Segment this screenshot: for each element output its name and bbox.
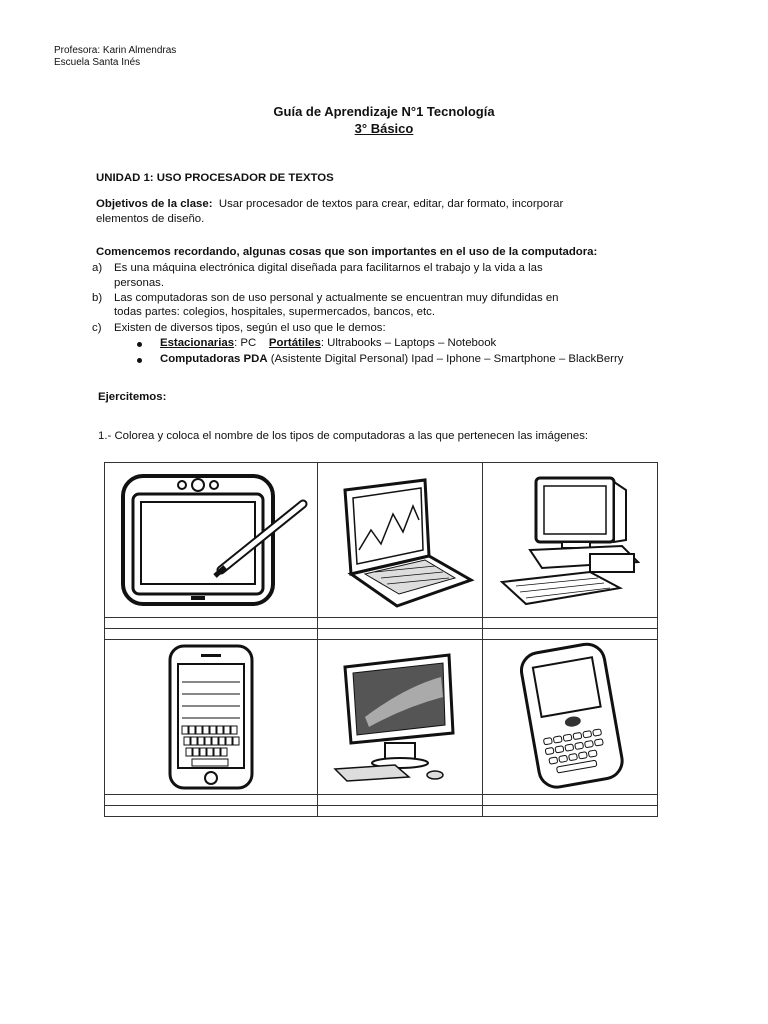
list-item-a-line2: personas. (114, 277, 165, 289)
intro-text: Comencemos recordando, algunas cosas que son importantes en el uso de la computadora: (96, 246, 598, 258)
objectives-line1 (96, 197, 563, 212)
exercise-instruction: 1.- Colorea y coloca el nombre de los tipos de computadoras a las que pertenecen las imágenes: (98, 430, 589, 442)
all-in-one-pc-icon (325, 647, 475, 787)
image-cell (483, 640, 658, 795)
list-item (92, 321, 102, 336)
list-mark: c) (92, 322, 102, 334)
objectives-label: Objetivos de la clase: (96, 198, 213, 210)
objectives-text: Usar procesador de textos para crear, editar, dar formato, incorporar (218, 198, 564, 210)
pda-value: (Asistente Digital Personal) Ipad – Iphone – Smartphone – BlackBerry (270, 353, 624, 365)
page-title: Guía de Aprendizaje N°1 Tecnología (273, 104, 495, 119)
blackberry-phone-icon (500, 642, 640, 792)
desktop-pc-icon (490, 470, 650, 610)
list-item-b-line1: Las computadoras son de uso personal y actualmente se encuentran muy difundidas en (114, 292, 559, 304)
pda-label: Computadoras PDA (160, 353, 268, 365)
name-cell[interactable] (483, 795, 658, 806)
name-cell[interactable] (318, 629, 483, 640)
image-cell (105, 463, 318, 618)
grade-title (0, 121, 768, 136)
stationary-value: : PC (234, 337, 257, 349)
school-name: Escuela Santa Inés (54, 57, 141, 68)
name-cell[interactable] (318, 618, 483, 629)
laptop-icon (325, 470, 475, 610)
list-item-c-line1: Existen de diversos tipos, según el uso que le demos: (114, 322, 386, 334)
name-cell[interactable] (105, 618, 318, 629)
image-cell (318, 640, 483, 795)
name-cell[interactable] (105, 629, 318, 640)
list-item (92, 261, 102, 276)
name-cell[interactable] (483, 806, 658, 817)
list-item-a-line1: Es una máquina electrónica digital diseñada para facilitarnos el trabajo y la vida a las (114, 262, 543, 274)
name-cell[interactable] (318, 806, 483, 817)
tablet-with-stylus-icon (111, 470, 311, 610)
name-cell[interactable] (318, 795, 483, 806)
unit-heading: UNIDAD 1: USO PROCESADOR DE TEXTOS (96, 172, 334, 184)
name-cell[interactable] (105, 795, 318, 806)
exercise-label: Ejercitemos: (98, 391, 167, 403)
types-pda (160, 352, 623, 367)
list-item-b-line2: todas partes: colegios, hospitales, supermercados, bancos, etc. (114, 306, 436, 318)
bullet-icon (137, 342, 142, 347)
name-cell[interactable] (105, 806, 318, 817)
bullet-icon (137, 358, 142, 363)
stationary-label: Estacionarias (160, 337, 235, 349)
objectives-line2: elementos de diseño. (96, 213, 205, 225)
grade-text: 3° Básico (354, 121, 414, 136)
image-cell (105, 640, 318, 795)
name-cell[interactable] (483, 629, 658, 640)
image-cell (318, 463, 483, 618)
list-mark: b) (92, 292, 103, 304)
types-stationary-portable (160, 336, 496, 351)
list-item (92, 291, 102, 306)
smartphone-icon (156, 642, 266, 792)
teacher-name: Profesora: Karin Almendras (54, 45, 177, 56)
list-mark: a) (92, 262, 103, 274)
name-cell[interactable] (483, 618, 658, 629)
image-cell (483, 463, 658, 618)
computer-images-table (104, 462, 658, 817)
portable-label: Portátiles (268, 337, 321, 349)
portable-value: : Ultrabooks – Laptops – Notebook (320, 337, 497, 349)
